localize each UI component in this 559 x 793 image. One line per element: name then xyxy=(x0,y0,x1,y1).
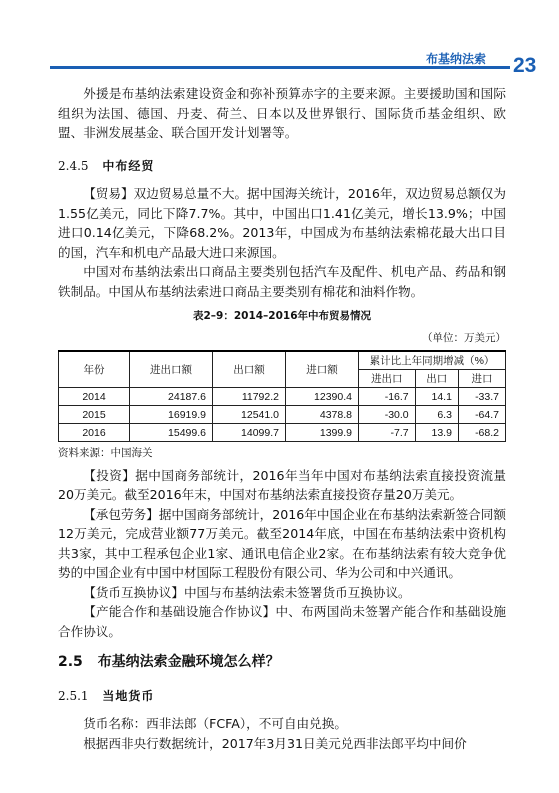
section-2-4-5-heading xyxy=(58,157,506,177)
cell-year: 2014 xyxy=(59,388,130,406)
section-title: 当地货币 xyxy=(102,688,155,703)
header-growth-export: 出口 xyxy=(415,370,458,388)
goods-paragraph: 中国对布基纳法索出口商品主要类别包括汽车及配件、机电产品、药品和钢铁制品。中国从布基纳法索进口商品主要类别有棉花和油料作物。 xyxy=(58,264,506,299)
cell-growth-export: 6.3 xyxy=(415,406,458,424)
section-title: 布基纳法索金融环境怎么样？ xyxy=(97,654,280,670)
table-caption: 表2–9：2014–2016年中布贸易情况 xyxy=(192,310,372,322)
section-2-5-1-heading xyxy=(58,687,506,707)
cell-growth-total: -7.7 xyxy=(359,424,416,442)
intro-paragraph: 外援是布基纳法索建设资金和弥补预算赤字的主要来源。主要援助国和国际组织为法国、德国、丹麦、荷兰、日本以及世界银行、国际货币基金组织、欧盟、非洲发展基金、联合国开发计划署等。 xyxy=(58,86,506,140)
table-row xyxy=(59,424,506,442)
header-year: 年份 xyxy=(59,351,130,388)
cell-import: 12390.4 xyxy=(286,388,359,406)
cell-import: 1399.9 xyxy=(286,424,359,442)
cell-year: 2016 xyxy=(59,424,130,442)
cell-year: 2015 xyxy=(59,406,130,424)
header-import: 进口额 xyxy=(286,351,359,388)
section-number: 2.5 xyxy=(58,654,83,670)
trade-table xyxy=(58,350,506,442)
page-content xyxy=(58,84,506,753)
cell-growth-import: -68.2 xyxy=(458,424,505,442)
table-row xyxy=(59,388,506,406)
section-number: 2.4.5 xyxy=(58,158,89,173)
cell-growth-import: -64.7 xyxy=(458,406,505,424)
table-unit: （单位：万美元） xyxy=(422,331,506,344)
cell-growth-import: -33.7 xyxy=(458,388,505,406)
trade-paragraph: 【贸易】双边贸易总量不大。据中国海关统计，2016年，双边贸易总额仅为1.55亿美元，同比下降7.7%。其中，中国出口1.41亿美元，增长13.9%；中国进口0.14亿美元，下降68.2%。2013年，中国成为布基纳法索棉花最大出口目的国，汽车和机电产品最大进口来源国。 xyxy=(58,186,506,260)
exchange-rate-paragraph: 根据西非央行数据统计，2017年3月31日美元兑西非法郎平均中间价 xyxy=(83,735,467,751)
page-number: 23 xyxy=(513,54,537,77)
currency-swap-paragraph: 【货币互换协议】中国与布基纳法索未签署货币互换协议。 xyxy=(83,584,411,600)
cell-import: 4378.8 xyxy=(286,406,359,424)
section-2-5-heading xyxy=(58,653,506,673)
investment-paragraph: 【投资】据中国商务部统计，2016年当年中国对布基纳法索直接投资流量20万美元。截至2016年末，中国对布基纳法索直接投资存量20万美元。 xyxy=(58,467,506,502)
cell-growth-total: -16.7 xyxy=(359,388,416,406)
table-source: 资料来源：中国海关 xyxy=(58,447,153,459)
cell-growth-total: -30.0 xyxy=(359,406,416,424)
cell-growth-export: 13.9 xyxy=(415,424,458,442)
contract-paragraph: 【承包劳务】据中国商务部统计，2016年中国企业在布基纳法索新签合同额12万美元，完成营业额77万美元。截至2014年底，中国在布基纳法索中资机构共3家，其中工程承包企业1家、通讯电信企业2家。在布基纳法索有较大竞争优势的中国企业有中国中材国际工程股份有限公司、华为公司和中兴通讯。 xyxy=(58,506,506,580)
cell-export: 12541.0 xyxy=(213,406,286,424)
cell-export: 14099.7 xyxy=(213,424,286,442)
currency-name-line: 货币名称：西非法郎（FCFA），不可自由兑换。 xyxy=(83,716,347,731)
header-title: 布基纳法索 xyxy=(426,52,487,66)
header-total: 进出口额 xyxy=(130,351,213,388)
cell-total: 16919.9 xyxy=(130,406,213,424)
cell-growth-export: 14.1 xyxy=(415,388,458,406)
table-header-row xyxy=(59,351,506,370)
cell-total: 15499.6 xyxy=(130,424,213,442)
section-title: 中布经贸 xyxy=(102,158,155,173)
section-number: 2.5.1 xyxy=(58,688,89,703)
cell-total: 24187.6 xyxy=(130,388,213,406)
header-growth-import: 进口 xyxy=(458,370,505,388)
capacity-paragraph: 【产能合作和基础设施合作协议】中、布两国尚未签署产能合作和基础设施合作协议。 xyxy=(58,604,506,639)
header-growth-total: 进出口 xyxy=(359,370,416,388)
header-growth-group: 累计比上年同期增减（%） xyxy=(359,351,506,370)
header-export: 出口额 xyxy=(213,351,286,388)
header-rule xyxy=(50,66,510,69)
table-row xyxy=(59,406,506,424)
cell-export: 11792.2 xyxy=(213,388,286,406)
